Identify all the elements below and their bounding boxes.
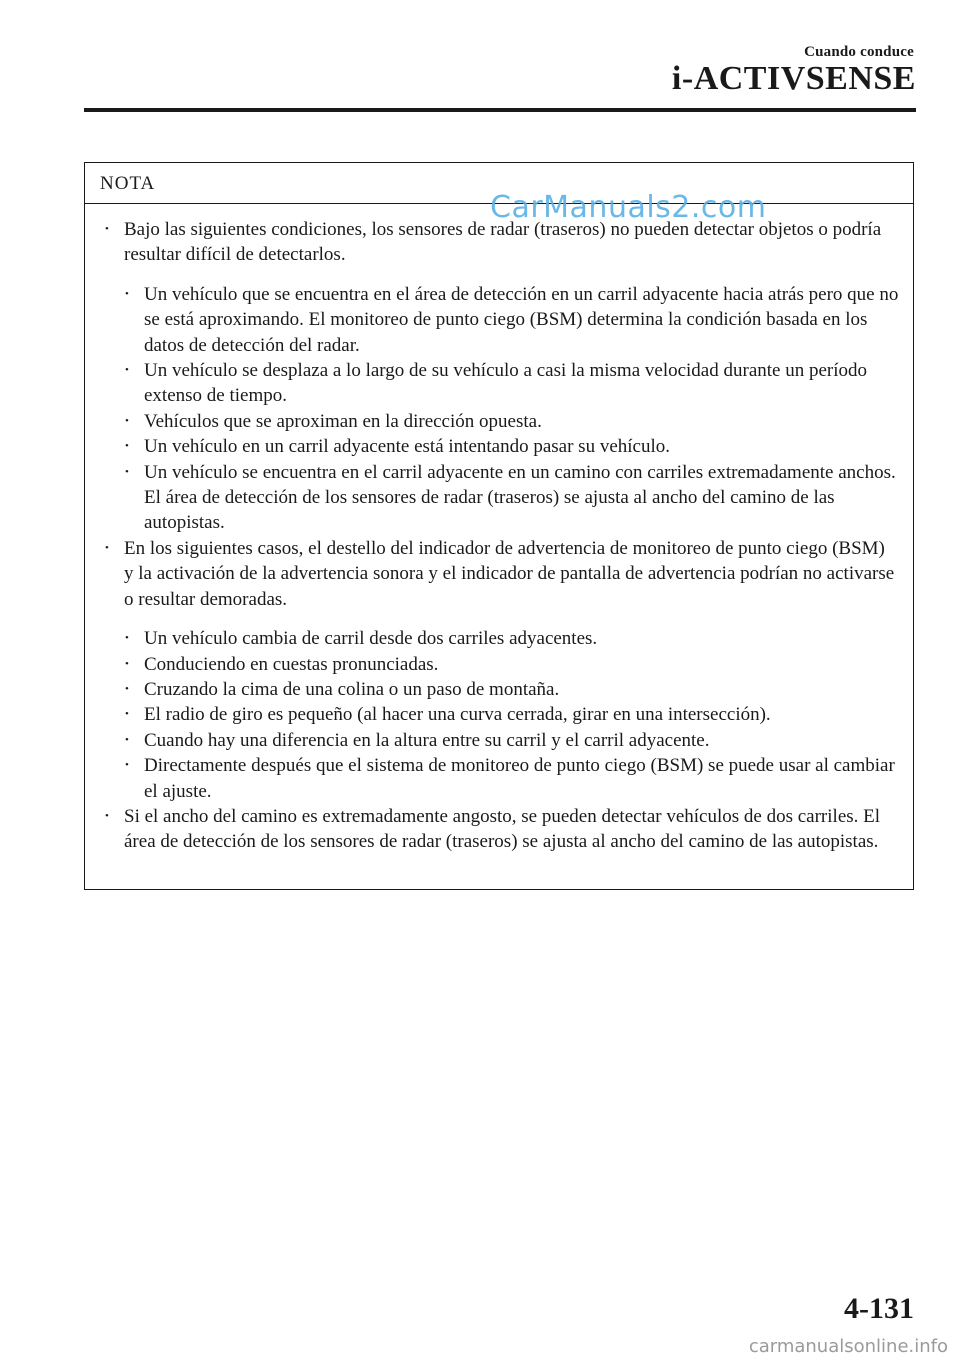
bullet-icon: • [105,541,109,554]
section-title: i-ACTIVSENSE [671,60,916,97]
footer-watermark: carmanualsonline.info [748,1336,948,1357]
bullet-icon: • [125,733,129,746]
sub-item-text: Conduciendo en cuestas pronunciadas. [144,653,439,675]
note-label: NOTA [100,173,156,194]
sub-item [85,460,913,536]
note-item-text: En los siguientes casos, el destello del indicador de advertencia de monitoreo de punto ciego (BSM) y la activación de la advertencia sonora y el indicador de pantalla de advertencia podrían no activarse o resultar demoradas. [124,537,895,610]
bullet-icon: • [125,465,129,478]
sub-item [85,728,913,753]
sub-item-text: Vehículos que se aproximan en la dirección opuesta. [144,410,542,432]
bullet-icon: • [125,364,129,377]
sub-item-text: Un vehículo en un carril adyacente está intentando pasar su vehículo. [144,436,670,458]
note-item [85,804,913,855]
sub-item [85,434,913,459]
bullet-icon: • [125,657,129,670]
note-item-text: Si el ancho del camino es extremadamente angosto, se pueden detectar vehículos de dos carriles. El área de detección de los sensores de radar (traseros) se ajusta al ancho del camino de las autopistas. [124,805,881,853]
bullet-icon: • [125,287,129,300]
sub-item-text: Un vehículo se desplaza a lo largo de su vehículo a casi la misma velocidad durante un período extenso de tiempo. [144,360,868,407]
sub-list [85,282,913,536]
sub-item [85,652,913,677]
page-number: 4-131 [844,1292,914,1325]
note-item-text: Bajo las siguientes condiciones, los sensores de radar (traseros) no pueden detectar objetos o podría resultar difícil de detectarlos. [124,219,882,266]
bullet-icon: • [125,632,129,645]
watermark: CarManuals2.com [490,190,767,225]
sub-item-text: Un vehículo se encuentra en el carril adyacente en un camino con carriles extremadamente anchos. El área de detección de los sensores de radar (traseros) se ajusta al ancho del camino de las autopistas. [144,461,896,534]
sub-item [85,753,913,804]
sub-item-text: Un vehículo cambia de carril desde dos carriles adyacentes. [144,628,598,650]
sub-item [85,409,913,434]
sub-item [85,677,913,702]
bullet-icon: • [125,682,129,695]
bullet-icon: • [125,440,129,453]
sub-item [85,702,913,727]
sub-item-text: Cuando hay una diferencia en la altura entre su carril y el carril adyacente. [144,729,710,751]
sub-item-text: Un vehículo que se encuentra en el área de detección en un carril adyacente hacia atrás pero que no se está aproximando. El monitoreo de punto ciego (BSM) determina la condición basada en los datos de detección del radar. [144,283,899,356]
sub-item [85,282,913,358]
bullet-icon: • [125,708,129,721]
bullet-icon: • [125,759,129,772]
bullet-icon: • [105,809,109,822]
sub-item-text: Cruzando la cima de una colina o un paso de montaña. [144,678,560,700]
header-rule [84,108,916,112]
section-kicker: Cuando conduce [804,44,914,60]
note-box [84,162,914,890]
sub-item-text: El radio de giro es pequeño (al hacer una curva cerrada, girar en una intersección). [144,704,771,726]
sub-item [85,626,913,651]
bullet-icon: • [125,414,129,427]
sub-list [85,626,913,804]
note-item [85,536,913,612]
bullet-icon: • [105,223,109,235]
note-body [85,217,913,855]
sub-item-text: Directamente después que el sistema de monitoreo de punto ciego (BSM) se puede usar al cambiar el ajuste. [144,755,895,802]
sub-item [85,358,913,409]
